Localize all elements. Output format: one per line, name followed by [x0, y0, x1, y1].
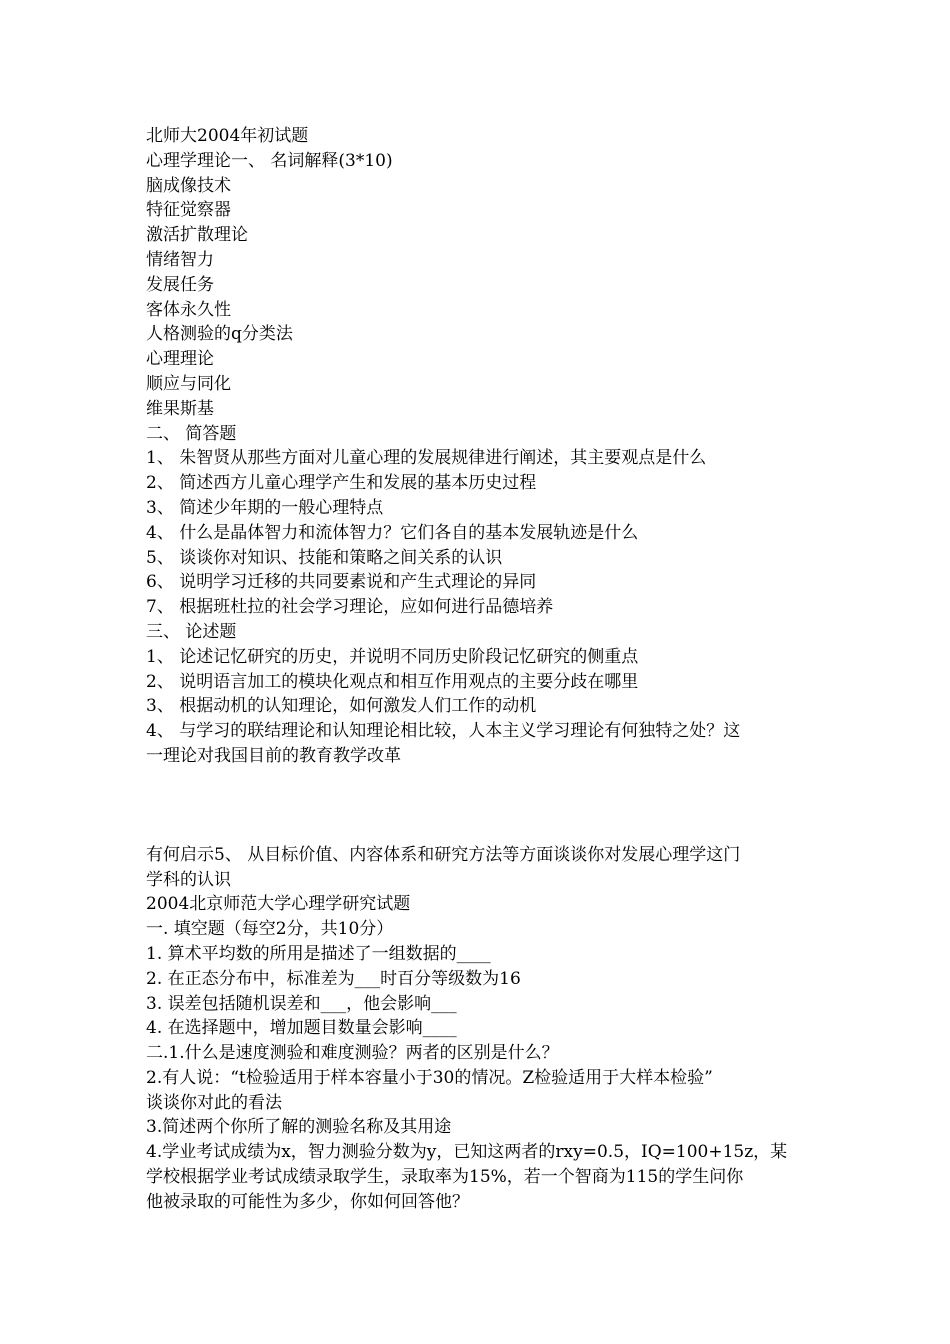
document-page	[146, 124, 814, 1215]
question-item: 7、 根据班杜拉的社会学习理论，应如何进行品德培养	[146, 597, 554, 618]
section-heading-short-answer: 二、 简答题	[146, 423, 237, 444]
doc-title: 北师大2004年初试题	[146, 126, 309, 146]
term-item: 心理理论	[146, 349, 214, 370]
term-item: 激活扩散理论	[146, 225, 248, 246]
term-item: 人格测验的q分类法	[146, 324, 293, 345]
fill-blank-item: 4. 在选择题中，增加题目数量会影响____	[146, 1018, 457, 1039]
fill-blank-item: 1. 算术平均数的所用是描述了一组数据的____	[146, 943, 491, 964]
question-item-continued: 学科的认识	[146, 869, 231, 890]
question-item-continued: 一理论对我国目前的教育教学改革	[146, 745, 401, 766]
question-item: 2.有人说：“t检验适用于样本容量小于30的情况。Z检验适用于大样本检验”	[146, 1067, 713, 1088]
term-item: 发展任务	[146, 274, 214, 295]
question-item: 3、 根据动机的认知理论，如何激发人们工作的动机	[146, 696, 537, 717]
question-item: 4、 与学习的联结理论和认知理论相比较，人本主义学习理论有何独特之处？这	[146, 721, 741, 742]
section-heading-terms: 心理学理论一、 名词解释(3*10)	[146, 150, 393, 171]
question-item: 5、 谈谈你对知识、技能和策略之间关系的认识	[146, 547, 503, 568]
term-item: 特征觉察器	[146, 200, 231, 221]
question-item: 1、 论述记忆研究的历史，并说明不同历史阶段记忆研究的侧重点	[146, 646, 639, 667]
question-item: 4、 什么是晶体智力和流体智力？它们各自的基本发展轨迹是什么	[146, 522, 639, 543]
question-item-continued: 他被录取的可能性为多少，你如何回答他？	[146, 1191, 469, 1212]
section-heading-essay: 三、 论述题	[146, 621, 237, 642]
question-item-continued: 学校根据学业考试成绩录取学生，录取率为15%，若一个智商为115的学生问你	[146, 1167, 744, 1188]
page-gap	[146, 769, 814, 843]
question-item: 二.1.什么是速度测验和难度测验？两者的区别是什么？	[146, 1043, 559, 1064]
term-item: 客体永久性	[146, 299, 231, 320]
section-heading-fill-blank: 一. 填空题（每空2分，共10分）	[146, 919, 394, 940]
question-item-continued: 谈谈你对此的看法	[146, 1092, 282, 1113]
question-item: 6、 说明学习迁移的共同要素说和产生式理论的异同	[146, 572, 537, 593]
question-item: 2、 简述西方儿童心理学产生和发展的基本历史过程	[146, 473, 537, 494]
term-item: 顺应与同化	[146, 373, 231, 394]
term-item: 情绪智力	[146, 249, 214, 270]
fill-blank-item: 3. 误差包括随机误差和___，他会影响___	[146, 993, 457, 1014]
term-item: 脑成像技术	[146, 175, 231, 196]
question-item: 4.学业考试成绩为x，智力测验分数为y，已知这两者的rxy=0.5，IQ=100+15z，某	[146, 1142, 788, 1163]
fill-blank-item: 2. 在正态分布中，标准差为___时百分等级数为16	[146, 968, 521, 989]
question-item: 3.简述两个你所了解的测验名称及其用途	[146, 1117, 452, 1138]
question-item: 3、 简述少年期的一般心理特点	[146, 497, 384, 518]
term-item: 维果斯基	[146, 398, 214, 419]
question-item: 有何启示5、 从目标价值、内容体系和研究方法等方面谈谈你对发展心理学这门	[146, 844, 741, 865]
doc-subtitle: 2004北京师范大学心理学研究试题	[146, 894, 411, 915]
question-item: 1、 朱智贤从那些方面对儿童心理的发展规律进行阐述，其主要观点是什么	[146, 448, 707, 469]
question-item: 2、 说明语言加工的模块化观点和相互作用观点的主要分歧在哪里	[146, 671, 639, 692]
